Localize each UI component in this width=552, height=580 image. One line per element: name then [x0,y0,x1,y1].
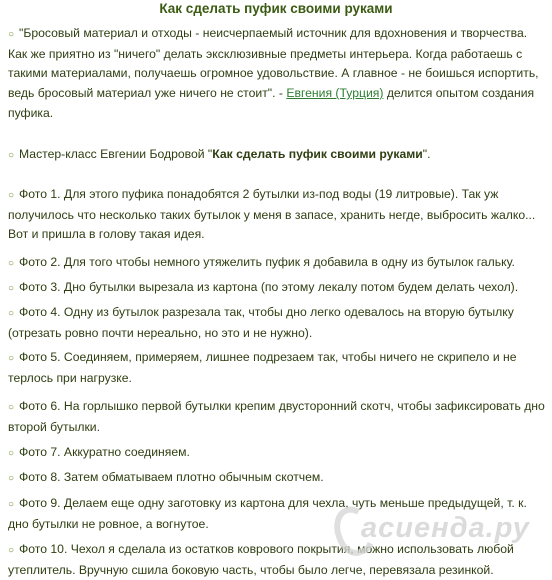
bullet-icon: ○ [8,499,15,510]
article-title: Как сделать пуфик своими руками [159,1,393,16]
step-2 [8,253,548,274]
bullet-icon: ○ [8,473,15,484]
step-6 [8,397,548,437]
bullet-icon: ○ [8,545,15,556]
step-5 [8,348,548,388]
author-link[interactable]: Евгения (Турция) [286,86,384,101]
step-8 [8,468,548,489]
step-text: Фото 6. На горлышко первой бутылки крепим двусторонний скотч, чтобы зафиксировать дно второй бутылки. [8,399,545,434]
step-1 [8,185,548,245]
step-text: Фото 5. Соединяем, примеряем, лишнее подрезаем так, чтобы ничего не скрипело и не терлось при нагрузке. [8,350,517,385]
masterclass-title: Как сделать пуфик своими руками [212,147,423,161]
intro-quote: "Бросовый материал и отходы - неисчерпаемый источник для вдохновения и творчества. Как же приятно из "ничего" делать эксклюзивные предметы интерьера. Когда работаешь с такими материалами, получаешь огромное удовольствие. А главное - не боишься испортить, ведь бросовый материал уже ничего не стоит". - [8,26,539,101]
bullet-icon: ○ [8,29,15,40]
masterclass-prefix: Мастер-класс Евгении Бодровой " [19,147,213,161]
bullet-icon: ○ [8,190,15,201]
bullet-icon: ○ [8,258,15,269]
step-3 [8,278,548,299]
step-text: Фото 10. Чехол я сделала из остатков коврового покрытия, можно использовать любой утеплитель. Вручную сшила боковую часть, чтобы было легче, перевязала резинкой. [8,542,514,577]
step-text: Фото 9. Делаем еще одну заготовку из картона для чехла, чуть меньше предыдущей, т. к. дно бутылки не ровное, а вогнутое. [8,496,527,531]
step-text: Фото 1. Для этого пуфика понадобятся 2 бутылки из-под воды (19 литровые). Так уж получилось что несколько таких бутылок у меня в запасе, хранить негде, выбросить жалко... Вот и пришла в голову такая идея. [8,187,536,242]
step-text: Фото 7. Аккуратно соединяем. [19,445,190,459]
watermark-text: асиенда.ру [361,512,530,544]
intro-tail: делится опытом создания пуфика. [8,86,535,120]
step-4 [8,303,548,343]
bullet-icon: ○ [8,448,15,459]
masterclass-paragraph [8,145,548,166]
step-text: Фото 2. Для того чтобы немного утяжелить пуфик я добавила в одну из бутылок гальку. [19,255,515,269]
bullet-icon: ○ [8,402,15,413]
step-text: Фото 3. Дно бутылки вырезала из картона (по этому лекалу потом будем делать чехол). [19,280,519,294]
intro-paragraph [8,24,548,124]
masterclass-suffix: ". [422,147,431,161]
step-text: Фото 4. Одну из бутылок разрезала так, чтобы дно легко одевалось на вторую бутылку (отрезать ровно почти нереально, но это и не нужно). [8,305,514,340]
site-watermark [335,500,550,570]
bullet-icon: ○ [8,308,15,319]
bullet-icon: ○ [8,353,15,364]
step-text: Фото 8. Затем обматываем плотно обычным скотчем. [19,470,324,484]
bullet-icon: ○ [8,150,15,161]
step-7 [8,443,548,464]
bullet-icon: ○ [8,283,15,294]
